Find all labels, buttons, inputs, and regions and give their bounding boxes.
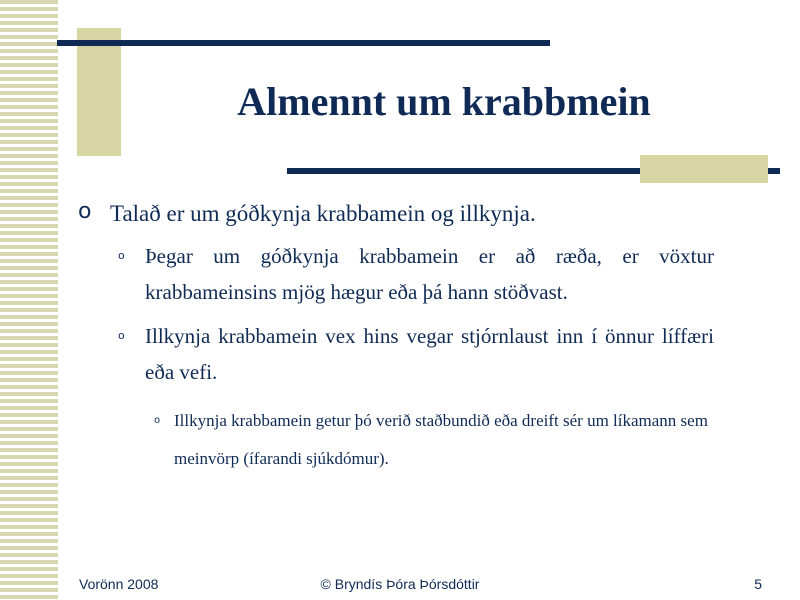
bullet-item [78,238,714,310]
footer-date: Vorönn 2008 [79,576,159,592]
bullet-text: Talað er um góðkynja krabbamein og illkynja. [110,201,536,226]
accent-block-left [77,28,121,156]
accent-block-right [640,155,768,183]
page-number: 5 [754,576,762,592]
footer-author: © Bryndís Þóra Þórsdóttir [320,576,480,592]
slide-title: Almennt um krabbmein [237,79,651,124]
bullet-item [78,198,714,230]
bullet-marker: o [118,249,125,262]
bullet-item [78,402,714,478]
bullet-text: Illkynja krabbamein getur þó verið staðbundið eða dreift sér um líkamann sem meinvörp (ífarandi sjúkdómur). [174,411,708,468]
bullet-marker: o [118,329,125,342]
bullet-text: Illkynja krabbamein vex hins vegar stjórnlaust inn í önnur líffæri eða vefi. [145,324,714,384]
left-stripe-decoration [0,0,58,600]
bullet-marker: o [78,199,92,224]
bullet-text: Þegar um góðkynja krabbamein er að ræða, er vöxtur krabbameinsins mjög hægur eða þá hann stöðvast. [145,244,714,304]
bullet-marker: o [154,415,161,426]
accent-bar-top [57,40,550,46]
bullet-item [78,318,714,390]
slide-content [78,198,714,478]
